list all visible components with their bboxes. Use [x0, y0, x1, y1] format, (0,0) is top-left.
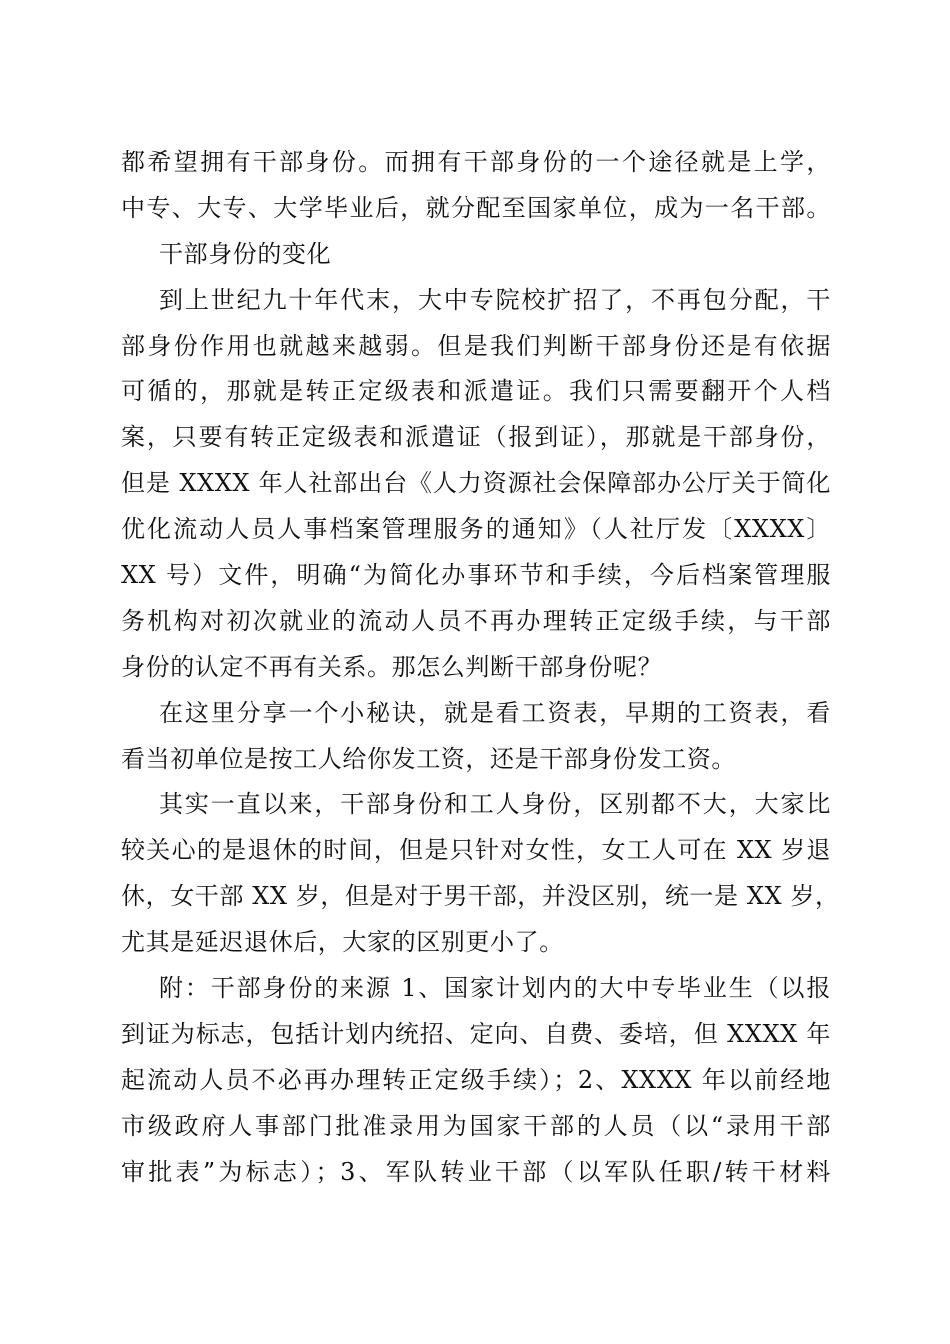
text-line: 审批表”为标志）；3、军队转业干部（以军队任职/转干材料 [121, 1157, 831, 1186]
text-line: 到证为标志，包括计划内统招、定向、自费、委培，但 XXXX 年 [121, 1019, 831, 1048]
text-line: XX 号）文件，明确“为简化办事环节和手续，今后档案管理服 [121, 561, 831, 590]
section-heading: 干部身份的变化 [159, 239, 332, 268]
text-line: 附：干部身份的来源 1、国家计划内的大中专毕业生（以报 [159, 974, 831, 1003]
text-line: 到上世纪九十年代末，大中专院校扩招了，不再包分配，干 [159, 285, 831, 314]
text-line: 都希望拥有干部身份。而拥有干部身份的一个途径就是上学， [121, 148, 831, 176]
text-line: 较关心的是退休的时间，但是只针对女性，女工人可在 XX 岁退 [121, 836, 831, 865]
text-line: 中专、大专、大学毕业后，就分配至国家单位，成为一名干部。 [121, 193, 831, 222]
text-line: 优化流动人员人事档案管理服务的通知》（人社厅发〔XXXX〕 [121, 515, 831, 544]
body-text [121, 140, 840, 1195]
text-line: 在这里分享一个小秘诀，就是看工资表，早期的工资表，看 [159, 698, 831, 727]
text-line: 身份的认定不再有关系。那怎么判断干部身份呢？ [121, 652, 663, 681]
text-line: 休，女干部 XX 岁，但是对于男干部，并没区别，统一是 XX 岁， [121, 882, 840, 911]
text-line: 其实一直以来，干部身份和工人身份，区别都不大，大家比 [159, 790, 831, 819]
text-line: 看当初单位是按工人给你发工资，还是干部身份发工资。 [121, 744, 736, 773]
text-line: 尤其是延迟退休后，大家的区别更小了。 [121, 928, 564, 957]
text-line: 务机构对初次就业的流动人员不再办理转正定级手续，与干部 [121, 606, 831, 635]
text-line: 部身份作用也就越来越弱。但是我们判断干部身份还是有依据 [121, 331, 831, 360]
text-line: 但是 XXXX 年人社部出台《人力资源社会保障部办公厅关于简化 [121, 469, 831, 498]
text-line: 可循的，那就是转正定级表和派遣证。我们只需要翻开个人档 [121, 377, 831, 406]
text-line: 案，只要有转正定级表和派遣证（报到证），那就是干部身份， [121, 423, 831, 452]
text-line: 市级政府人事部门批准录用为国家干部的人员（以“录用干部 [121, 1111, 831, 1140]
text-line: 起流动人员不必再办理转正定级手续）；2、XXXX 年以前经地 [121, 1065, 831, 1094]
